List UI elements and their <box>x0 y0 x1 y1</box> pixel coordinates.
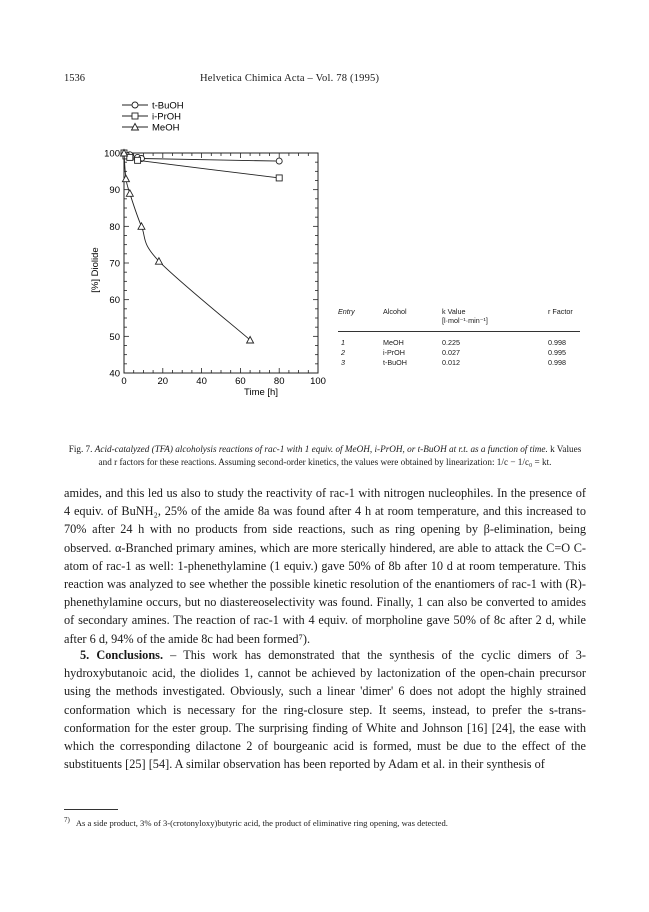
caption-label: Fig. 7. <box>68 444 93 454</box>
data-point-meoh <box>138 223 145 229</box>
kinetics-chart <box>70 95 340 405</box>
y-tick-label: 100 <box>104 148 120 160</box>
plot-frame <box>124 153 318 373</box>
conclusions-text: – This work has demonstrated that the synthesis of the cyclic dimers of 3-hydroxybutanoic acid, the diolides 1, cannot be achieved by lactonization of the open-chain precursor using the methods investigated. Obviously, such a linear 'dimer' 6 does not adopt the highly strained conformation which is necessary for the ring-closure step. It seems, instead, to prefer the s-trans-conformation for the ester group. The surprising finding of White and Johnson [16] [24], the ease with which the corresponding dilactone 2 of bourgeanic acid is formed, must be due to the effect of the substituents [25] [54]. A similar observation has been reported by Adam et al. in their synthesis of <box>64 648 586 772</box>
x-axis-label: Time [h] <box>244 387 278 398</box>
chart-legend <box>122 101 184 134</box>
alcohol-cell: t-BuOH <box>383 358 407 367</box>
legend-label: t-BuOH <box>152 100 184 112</box>
data-point-meoh <box>126 190 133 197</box>
table-row <box>338 348 580 358</box>
table-rule <box>338 331 580 332</box>
data-point-iproh <box>135 157 141 163</box>
alcohol-header: Alcohol <box>383 307 407 316</box>
y-tick-label: 70 <box>109 258 120 270</box>
alcohol-cell: MeOH <box>383 338 404 347</box>
rate-constant-table <box>338 307 580 368</box>
footnote-mark: 7) <box>64 816 70 824</box>
legend-label: i-PrOH <box>152 111 182 123</box>
data-point-iproh <box>127 154 133 160</box>
x-tick-label: 0 <box>121 376 127 387</box>
k-value-header: k Value <box>442 307 466 316</box>
x-tick-label: 60 <box>235 376 246 387</box>
alcohol-cell: i-PrOH <box>383 348 405 357</box>
legend-entry-tbuoh <box>122 101 184 112</box>
x-tick-label: 100 <box>310 376 326 387</box>
caption-italic: Acid-catalyzed (TFA) alcoholysis reactions of rac-1 with 1 equiv. of MeOH, i-PrOH, or t-BuOH at r.t. as a function of time. <box>94 444 548 454</box>
legend-entry-iproh <box>122 112 181 123</box>
footnote <box>64 815 594 829</box>
section-number: 5. <box>80 648 90 662</box>
legend-entry-meoh <box>122 123 180 134</box>
r-factor-header: r Factor <box>548 307 573 316</box>
table-row <box>338 338 580 348</box>
footnote-rule <box>64 809 118 810</box>
y-tick-label: 90 <box>109 185 120 197</box>
data-point-tbuoh <box>276 158 282 164</box>
k-cell: 0.027 <box>442 348 460 357</box>
series-meoh <box>121 150 254 344</box>
y-axis-label: [%] Diolide <box>90 247 101 293</box>
legend-marker-tbuoh <box>132 102 138 108</box>
section-title: Conclusions. <box>96 648 164 662</box>
data-point-iproh <box>276 175 282 181</box>
running-title: Helvetica Chimica Acta – Vol. 78 (1995) <box>200 73 380 84</box>
entry-cell: 3 <box>341 358 345 367</box>
x-tick-label: 20 <box>157 376 169 387</box>
x-tick-label: 80 <box>273 376 285 387</box>
y-tick-label: 60 <box>109 295 120 307</box>
k-units-header: [l·mol⁻¹·min⁻¹] <box>442 316 488 325</box>
entry-header: Entry <box>338 307 355 316</box>
k-cell: 0.012 <box>442 358 460 367</box>
y-tick-label: 80 <box>109 221 120 233</box>
caption-text: k Values and r factors for these reactions. Assuming second-order kinetics, the values were obtained by linearization: 1/c − 1/c₀ = kt. <box>98 444 582 467</box>
x-tick-label: 40 <box>196 376 207 387</box>
r-cell: 0.998 <box>548 358 566 367</box>
body-paragraph-1: amides, and this led us also to study the reactivity of rac-1 with nitrogen nucleophiles. In the presence of 4 equiv. of BuNH₂, 25% of the amide 8a was found after 4 h at room temperature, and this increased to 70% after 24 h with no products from side reactions, such as ring opening by β-elimination, being observed. α-Branched primary amines, which are more sterically hindered, are able to attack the C=O C-atom of rac-1 as well: 1-phenethylamine (1 equiv.) gave 50% of 8b after 10 d at room temperature. This reaction was analyzed to see whether the possible kinetic resolution of the enantiomers of rac-1 with (R)-phenethylamine occurs, but no diastereoselectivity was found. Finally, 1 can also be converted to amides of secondary amines. The reaction of rac-1 with 4 equiv. of morpholine gave 50% of 8c after 2 d, while after 6 d, 94% of the amide 8c had been formed⁷). <box>64 486 586 646</box>
data-point-meoh <box>122 175 129 182</box>
y-tick-label: 50 <box>109 331 120 343</box>
table-row <box>338 358 580 368</box>
r-cell: 0.995 <box>548 348 566 357</box>
figure-caption <box>64 443 586 468</box>
body-paragraph-conclusions <box>64 646 586 773</box>
legend-marker-iproh <box>132 113 138 119</box>
legend-label: MeOH <box>152 122 180 134</box>
k-cell: 0.225 <box>442 338 460 347</box>
series-line-meoh <box>124 153 250 340</box>
r-cell: 0.998 <box>548 338 566 347</box>
chart-axes <box>104 149 326 388</box>
footnote-text: As a side product, 3% of 3-(crotonyloxy)butyric acid, the product of eliminative ring opening, was detected. <box>75 817 448 828</box>
page-number: 1536 <box>64 73 85 84</box>
entry-cell: 2 <box>341 348 345 357</box>
entry-cell: 1 <box>341 338 345 347</box>
chart-series <box>121 150 283 344</box>
y-tick-label: 40 <box>109 368 120 380</box>
table-header-row <box>338 307 580 329</box>
